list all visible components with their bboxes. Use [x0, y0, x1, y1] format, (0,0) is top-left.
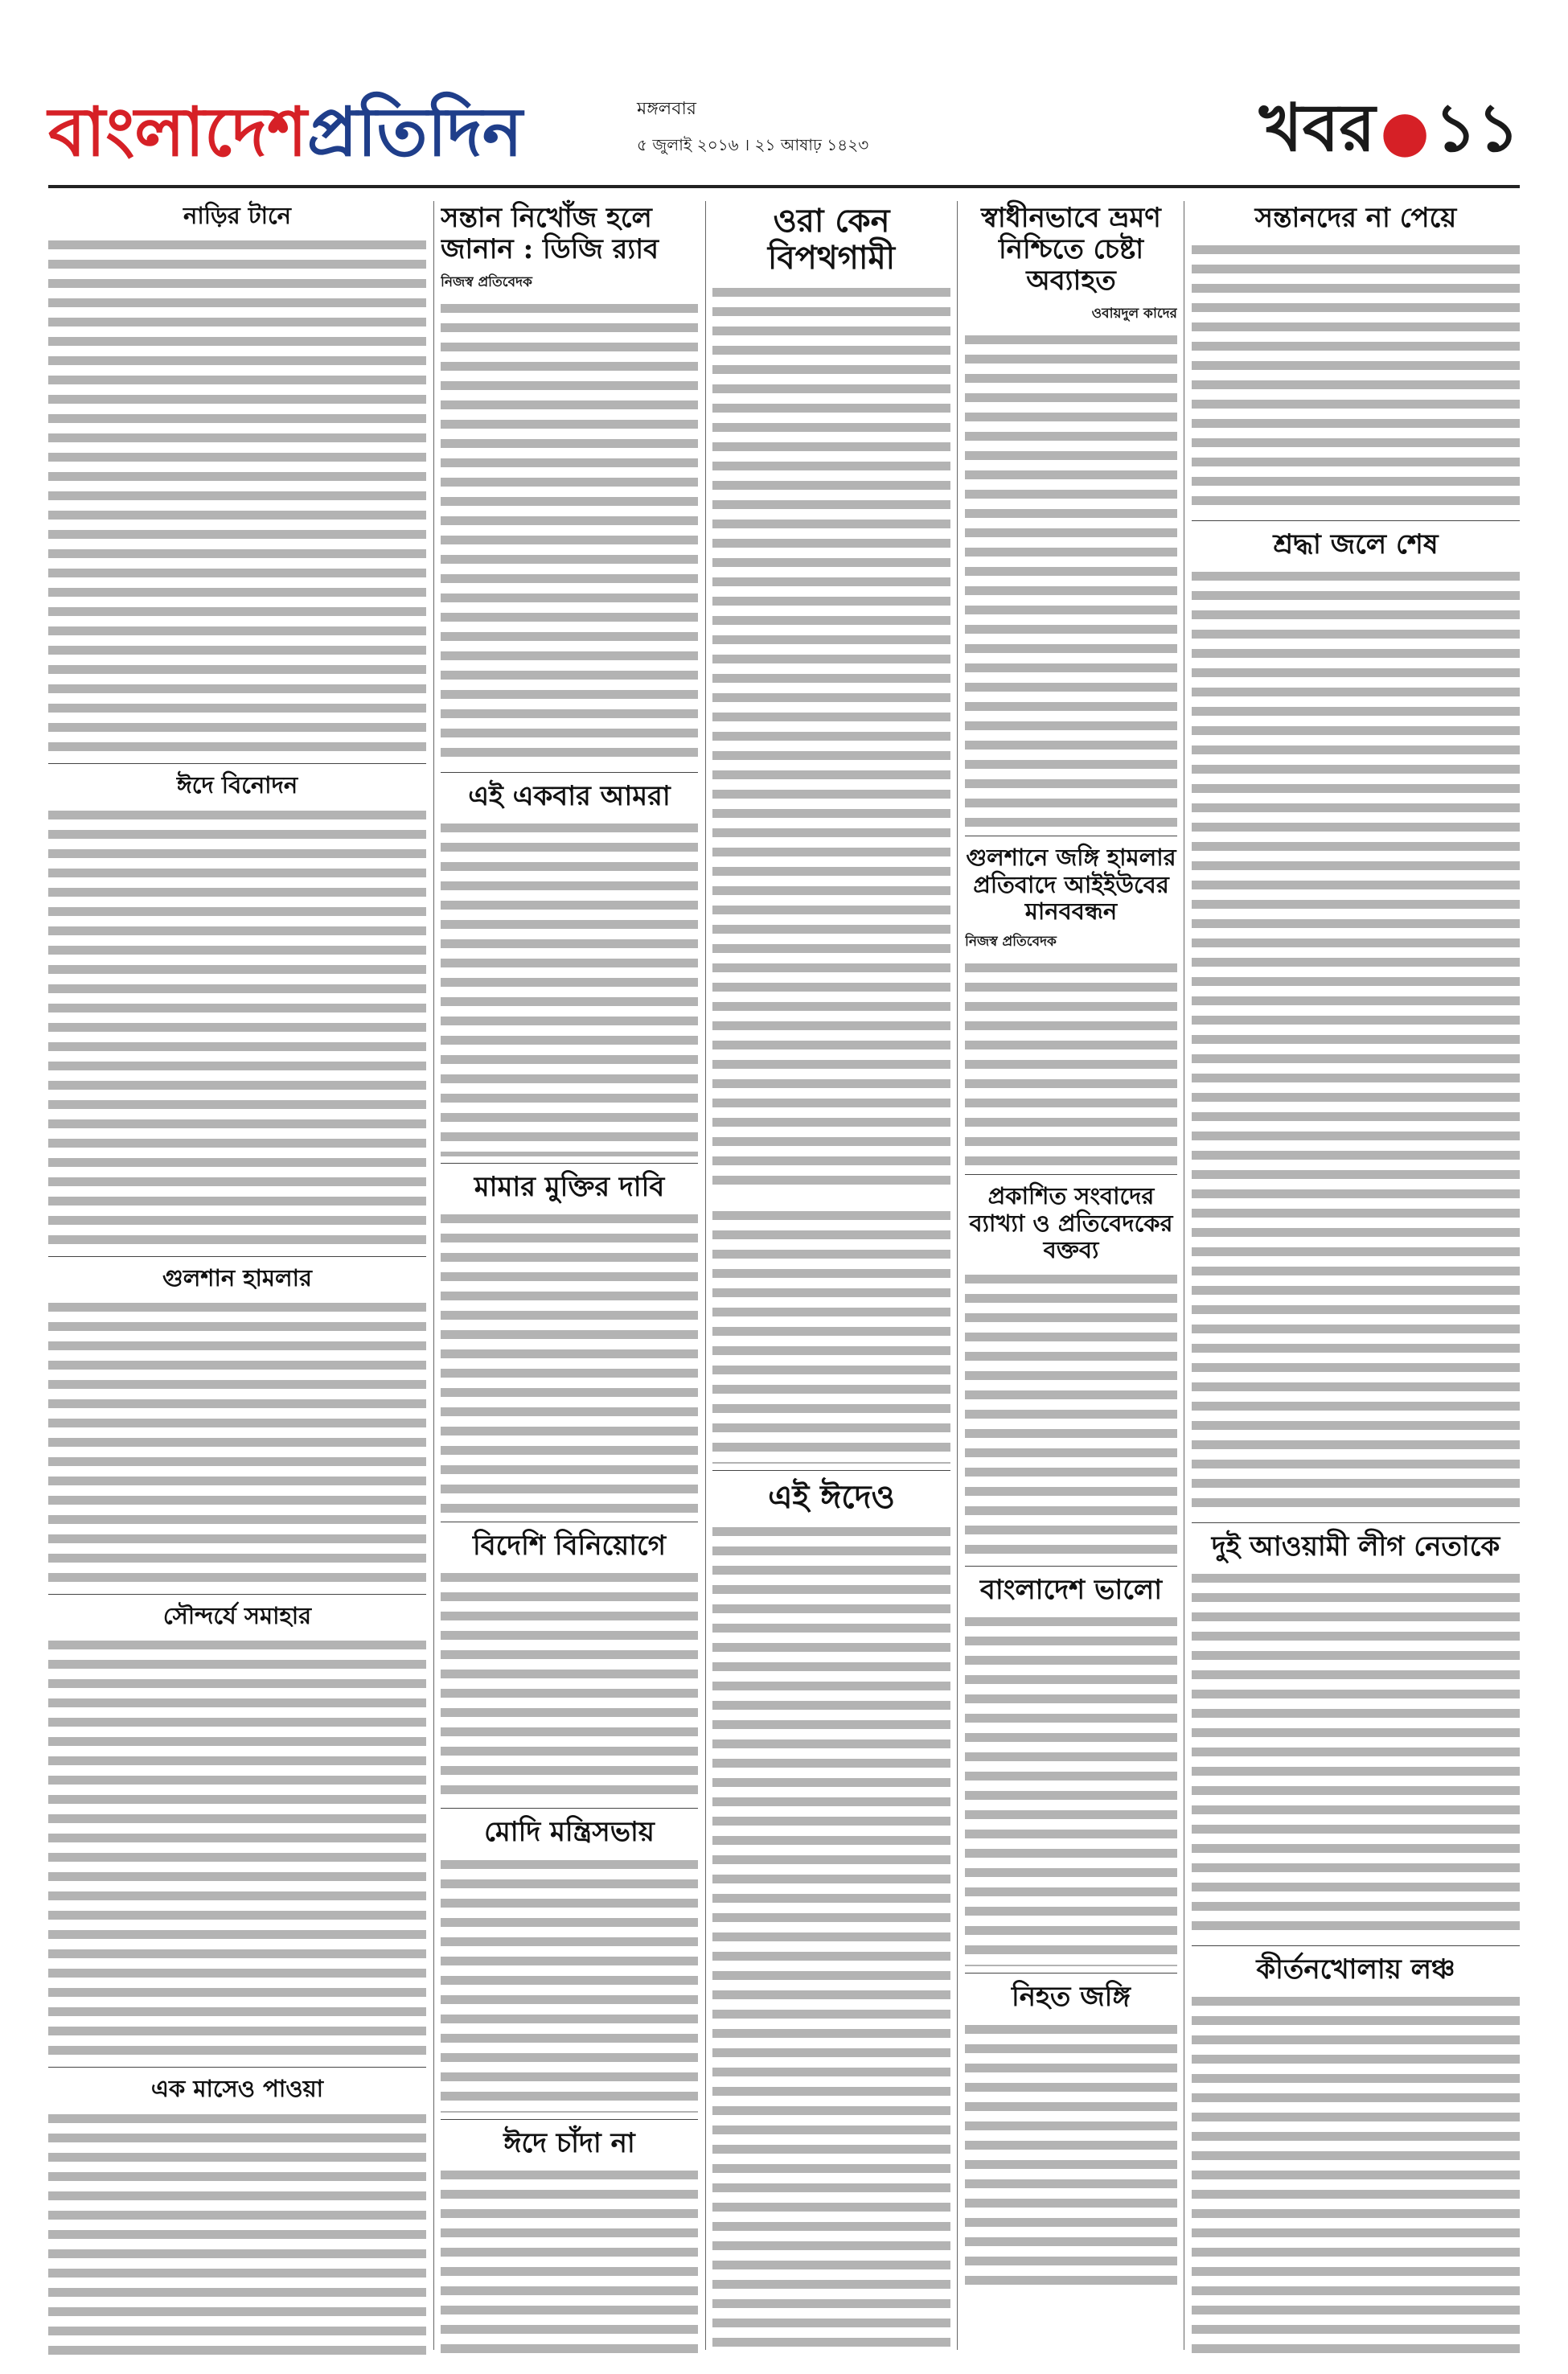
- article-headline: বাংলাদেশ ভালো: [979, 1574, 1163, 1607]
- article-headline: স্বাধীনভাবে ভ্রমণ নিশ্চিতে চেষ্টা অব্যাহত: [981, 202, 1161, 298]
- section-divider: [965, 1566, 1177, 1567]
- article-body: [965, 1270, 1177, 1559]
- logo-part-2: প্রতিদিন: [306, 92, 523, 171]
- article-headline: দুই আওয়ামী লীগ নেতাকে: [1211, 1530, 1500, 1563]
- article-body-continued: [712, 1206, 950, 1464]
- article-bangladesh-valo: [965, 1575, 1177, 1966]
- article-headline: ঈদে চাঁদা না: [503, 2126, 635, 2159]
- masthead-rule: [48, 185, 1520, 188]
- article-body: [712, 1522, 950, 2356]
- article-body: [441, 2166, 698, 2356]
- article-headline: ওরা কেন বিপথগামী: [767, 202, 896, 277]
- article-ora-keno-bipothgami: [712, 203, 950, 1192]
- article-headline: গুলশান হামলার: [162, 1263, 313, 1292]
- section-heading: [1259, 88, 1520, 171]
- column-3: [712, 198, 950, 2356]
- section-divider: [1192, 1522, 1520, 1523]
- article-gulshan-hamlar: [48, 1265, 426, 1587]
- article-headline: সন্তান নিখোঁজ হলে জানান : ডিজি র‍্যাব: [441, 202, 659, 266]
- article-body: [1192, 567, 1520, 1516]
- article-headline: সন্তানদের না পেয়ে: [1254, 202, 1457, 234]
- section-divider: [965, 1174, 1177, 1175]
- article-headline: এক মাসেও পাওয়া: [150, 2075, 324, 2103]
- article-body: [441, 1855, 698, 2113]
- page-number: ১১: [1434, 90, 1520, 166]
- article-headline: নিহত জঙ্গি: [1012, 1981, 1131, 2014]
- article-body: [965, 2020, 1177, 2286]
- section-divider: [1192, 520, 1520, 521]
- section-divider: [48, 1594, 426, 1595]
- article-body: [441, 819, 698, 1156]
- section-name: খবর: [1258, 90, 1376, 166]
- column-4: [965, 198, 1177, 2356]
- issue-day: মঙ্গলবার: [637, 99, 696, 119]
- article-soundorje-somahar: [48, 1603, 426, 2060]
- section-divider: [441, 772, 698, 773]
- article-body: [441, 1568, 698, 1801]
- article-dg-rab: [441, 203, 698, 766]
- issue-date: ৫ জুলাই ২০১৬ । ২১ আষাঢ় ১৪২৩: [637, 135, 869, 154]
- column-divider: [433, 201, 434, 2350]
- article-body: [441, 299, 698, 766]
- bullet-dot-icon: ●: [1380, 98, 1430, 164]
- article-nadir-tane: [48, 203, 426, 757]
- article-body: [1192, 240, 1520, 514]
- article-headline: কীর্তনখোলায় লঞ্চ: [1256, 1953, 1455, 1986]
- article-headline: মামার মুক্তির দাবি: [474, 1171, 665, 1204]
- column-divider: [957, 201, 958, 2350]
- section-divider: [1192, 1945, 1520, 1946]
- article-mamar-mukti: [441, 1172, 698, 1515]
- article-shroddha-jole-shesh: [1192, 529, 1520, 1516]
- article-body: [965, 959, 1177, 1168]
- column-divider: [705, 201, 706, 2350]
- article-body: [965, 1612, 1177, 1966]
- article-headline: নাড়ির টানে: [183, 202, 291, 229]
- column-2: [441, 198, 698, 2356]
- article-bideshi-biniyoge: [441, 1530, 698, 1801]
- logo-part-1: বাংলাদেশ: [48, 92, 307, 171]
- article-eide-binodon: [48, 772, 426, 1249]
- section-divider: [441, 2119, 698, 2120]
- newspaper-logo: [48, 92, 523, 172]
- article-headline: ঈদে বিনোদন: [176, 771, 298, 799]
- section-divider: [48, 1256, 426, 1257]
- section-divider: [441, 1163, 698, 1164]
- article-headline: এই একবার আমরা: [468, 780, 671, 813]
- section-divider: [965, 1973, 1177, 1974]
- section-divider: [441, 1808, 698, 1809]
- article-headline: এই ঈদেও: [768, 1478, 895, 1516]
- article-byline: নিজস্ব প্রতিবেদক: [441, 274, 532, 291]
- article-nihoto-jongi: [965, 1982, 1177, 2285]
- article-iub-manobbondhon: [965, 844, 1177, 1168]
- article-headline: প্রকাশিত সংবাদের ব্যাখ্যা ও প্রতিবেদকের বক্তব্য: [969, 1182, 1173, 1263]
- article-body: [48, 806, 426, 1250]
- article-byakhya: [965, 1183, 1177, 1559]
- article-ei-eideo: [712, 1479, 950, 2356]
- article-body: [48, 236, 426, 757]
- article-headline: মোদি মন্ত্রিসভায়: [484, 1816, 655, 1849]
- article-headline: বিদেশি বিনিয়োগে: [472, 1530, 667, 1563]
- article-body: [965, 331, 1177, 829]
- article-ek-masheo-paoa: [48, 2076, 426, 2356]
- article-dui-awami-league: [1192, 1531, 1520, 1939]
- article-body: [712, 283, 950, 1192]
- section-divider: [48, 763, 426, 764]
- article-body: [48, 1298, 426, 1587]
- article-shadhinbhabe-bhromon: [965, 203, 1177, 829]
- article-kirtonkhola-launch: [1192, 1954, 1520, 2354]
- article-eide-chanda-na: [441, 2128, 698, 2356]
- article-headline: গুলশানে জঙ্গি হামলার প্রতিবাদে আইইউবের মানববন্ধন: [966, 844, 1176, 925]
- article-sontander-na-peye: [1192, 203, 1520, 514]
- column-1: [48, 198, 426, 2356]
- article-body: [1192, 1569, 1520, 1939]
- article-headline: শ্রদ্ধা জলে শেষ: [1273, 528, 1439, 561]
- article-byline: ওবায়দুল কাদের: [1091, 306, 1177, 322]
- article-ei-ekbar-amra: [441, 781, 698, 1156]
- article-modi-montrisobhay: [441, 1817, 698, 2112]
- article-body: [441, 1210, 698, 1515]
- article-body: [1192, 1992, 1520, 2354]
- article-body: [48, 2109, 426, 2356]
- article-headline: সৌন্দর্যে সমাহার: [162, 1602, 312, 1630]
- article-byline: নিজস্ব প্রতিবেদক: [965, 934, 1057, 951]
- column-5: [1192, 198, 1520, 2356]
- article-body: [48, 1636, 426, 2060]
- section-divider: [712, 1470, 950, 1471]
- section-divider: [48, 2067, 426, 2068]
- masthead: [48, 84, 1520, 180]
